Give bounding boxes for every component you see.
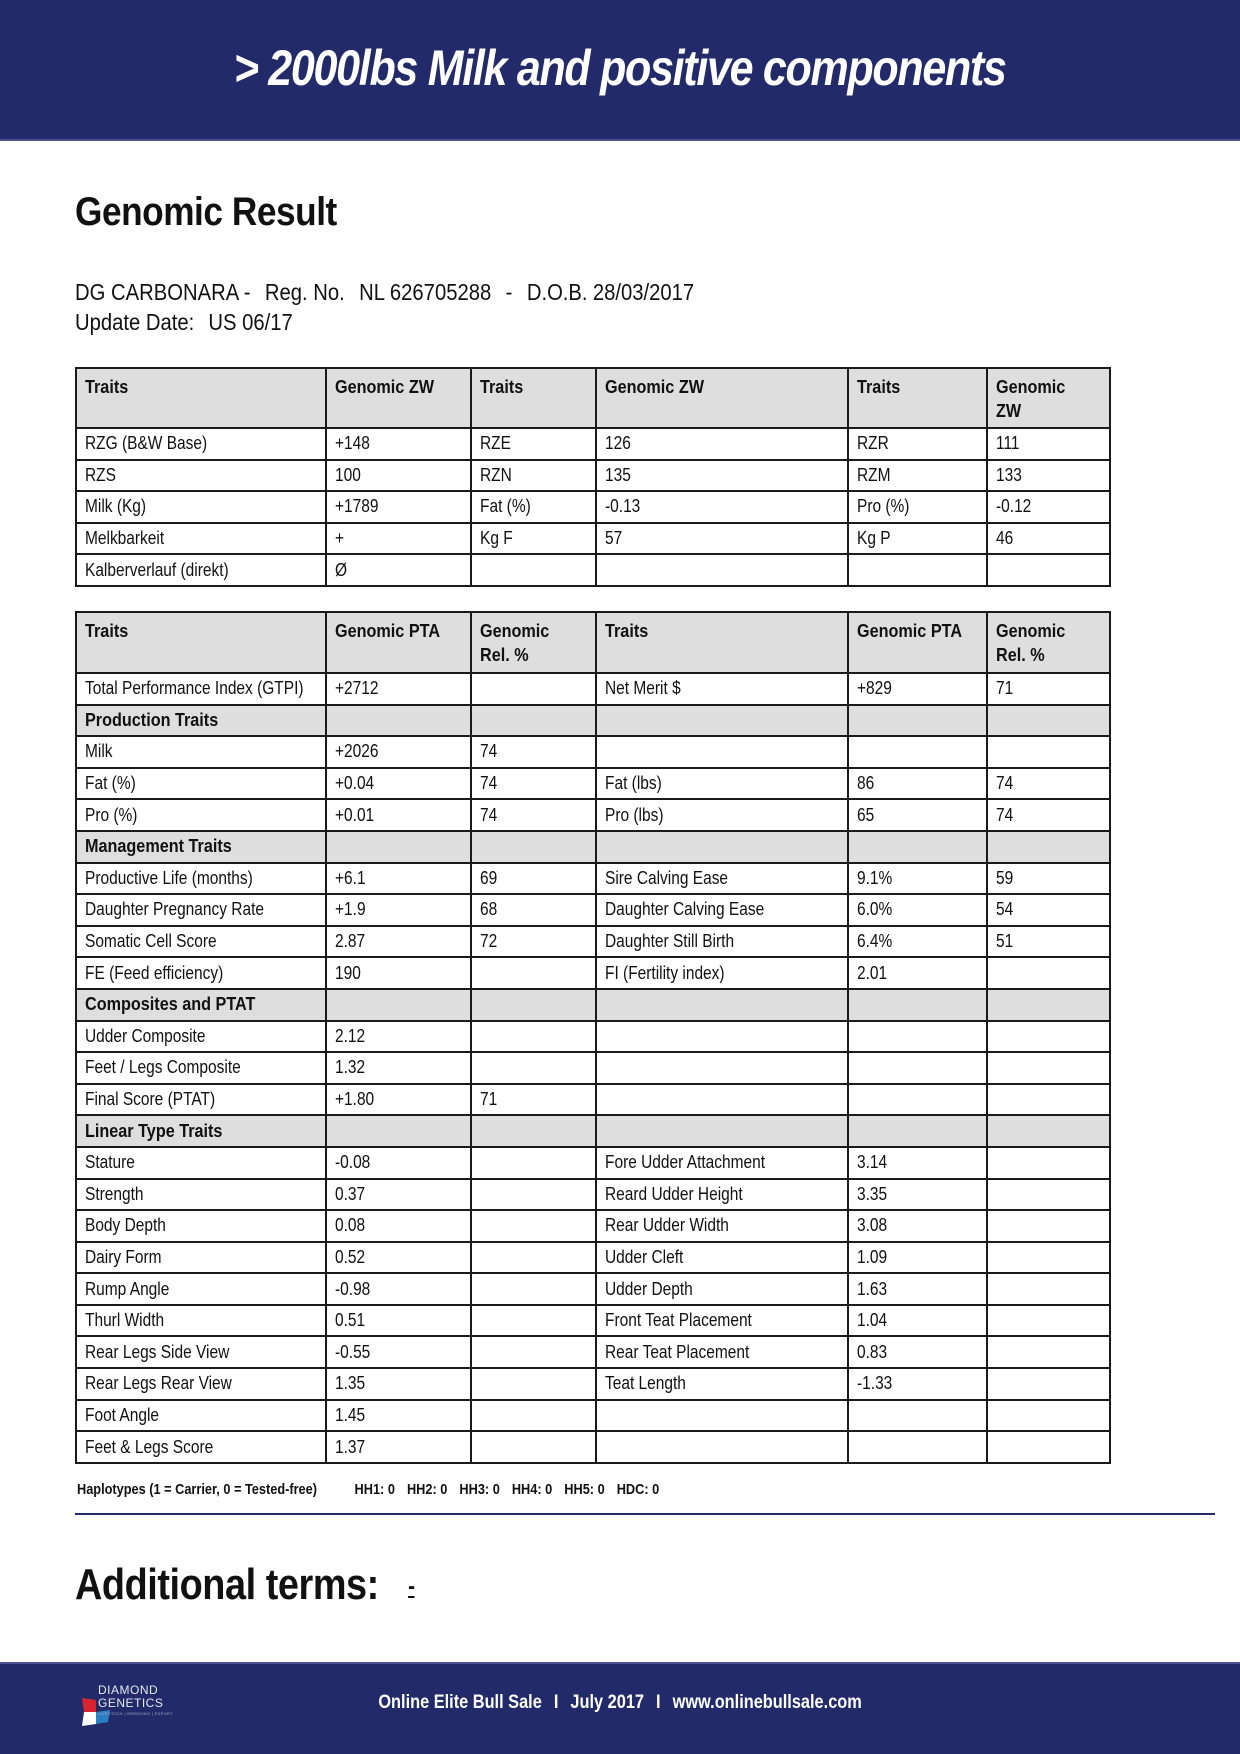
- column-header: Traits: [596, 612, 848, 673]
- haplotype-hh2: HH2: 0: [406, 1481, 448, 1498]
- table-row: [76, 460, 1110, 492]
- pta-value-cell: 1.32: [326, 1052, 471, 1084]
- table-row: [76, 1305, 1110, 1337]
- reliability-cell: [471, 1210, 596, 1242]
- additional-terms-value: -: [408, 1573, 415, 1601]
- reliability-cell: [987, 1021, 1110, 1053]
- trait-name-cell: [596, 1052, 848, 1084]
- animal-info-line: [75, 279, 703, 306]
- pta-value-cell: [848, 705, 987, 737]
- trait-name-cell: Udder Depth: [596, 1273, 848, 1305]
- reliability-cell: [987, 1147, 1110, 1179]
- haplotypes-label: Haplotypes (1 = Carrier, 0 = Tested-free): [77, 1481, 317, 1498]
- pta-value-cell: [848, 831, 987, 863]
- trait-name-cell: Thurl Width: [76, 1305, 326, 1337]
- column-header: Traits: [848, 368, 987, 428]
- trait-name-cell: Fat (lbs): [596, 768, 848, 800]
- reliability-cell: [987, 1052, 1110, 1084]
- trait-name-cell: Fore Udder Attachment: [596, 1147, 848, 1179]
- pta-value-cell: 9.1%: [848, 863, 987, 895]
- pta-value-cell: 1.35: [326, 1368, 471, 1400]
- genomic-pta-table: [75, 611, 1111, 1464]
- trait-value-cell: +: [326, 523, 471, 555]
- pta-value-cell: 0.52: [326, 1242, 471, 1274]
- reliability-cell: [471, 1242, 596, 1274]
- reliability-cell: [471, 989, 596, 1021]
- info-separator: -: [505, 279, 513, 305]
- table-row: [76, 957, 1110, 989]
- pta-value-cell: 3.35: [848, 1179, 987, 1211]
- trait-name-cell: RZG (B&W Base): [76, 428, 326, 460]
- footer-text: [0, 1692, 1240, 1714]
- table-row: [76, 1052, 1110, 1084]
- trait-name-cell: Melkbarkeit: [76, 523, 326, 555]
- trait-name-cell: [596, 1400, 848, 1432]
- footer-sale-name: Online Elite Bull Sale: [378, 1692, 542, 1713]
- trait-value-cell: -0.13: [596, 491, 848, 523]
- trait-value-cell: 100: [326, 460, 471, 492]
- dob-value: 28/03/2017: [592, 279, 695, 305]
- trait-name-cell: [596, 736, 848, 768]
- reliability-cell: 74: [987, 768, 1110, 800]
- pta-value-cell: +1.9: [326, 894, 471, 926]
- pta-value-cell: 1.37: [326, 1431, 471, 1463]
- table-row: [76, 1242, 1110, 1274]
- pta-value-cell: 65: [848, 799, 987, 831]
- pta-value-cell: [326, 1115, 471, 1147]
- reliability-cell: [471, 957, 596, 989]
- column-header: Genomic PTA: [326, 612, 471, 673]
- footer-separator: I: [553, 1692, 559, 1713]
- reliability-cell: [987, 1242, 1110, 1274]
- reliability-cell: [471, 1179, 596, 1211]
- table-row: [76, 1179, 1110, 1211]
- trait-name-cell: [596, 1084, 848, 1116]
- footer-separator: I: [655, 1692, 661, 1713]
- reliability-cell: [471, 831, 596, 863]
- reliability-cell: [987, 989, 1110, 1021]
- trait-name-cell: Dairy Form: [76, 1242, 326, 1274]
- trait-name-cell: Kg P: [848, 523, 987, 555]
- trait-name-cell: Stature: [76, 1147, 326, 1179]
- reliability-cell: [471, 1115, 596, 1147]
- pta-value-cell: 0.83: [848, 1336, 987, 1368]
- trait-name-cell: Productive Life (months): [76, 863, 326, 895]
- section-title-cell: Composites and PTAT: [76, 989, 326, 1021]
- table-row: [76, 1147, 1110, 1179]
- trait-value-cell: 57: [596, 523, 848, 555]
- section-header-row: [76, 989, 1110, 1021]
- pta-value-cell: -1.33: [848, 1368, 987, 1400]
- pta-value-cell: +2712: [326, 673, 471, 705]
- reliability-cell: [987, 705, 1110, 737]
- reg-label: Reg. No.: [264, 279, 345, 305]
- update-label: Update Date:: [75, 309, 195, 335]
- reliability-cell: 71: [471, 1084, 596, 1116]
- pta-value-cell: 2.87: [326, 926, 471, 958]
- trait-name-cell: Rear Legs Rear View: [76, 1368, 326, 1400]
- table-row: [76, 799, 1110, 831]
- logo-line-1: DIAMOND: [98, 1683, 159, 1697]
- dob-label: D.O.B.: [526, 279, 588, 305]
- update-date-line: [75, 309, 302, 336]
- pta-value-cell: 1.45: [326, 1400, 471, 1432]
- reliability-cell: [471, 1021, 596, 1053]
- pta-value-cell: +0.01: [326, 799, 471, 831]
- additional-terms: [75, 1560, 415, 1610]
- trait-name-cell: Udder Composite: [76, 1021, 326, 1053]
- pta-value-cell: [848, 1431, 987, 1463]
- banner-headline: > 2000lbs Milk and positive components: [234, 39, 1006, 96]
- reliability-cell: [471, 1368, 596, 1400]
- reliability-cell: 68: [471, 894, 596, 926]
- haplotype-hh4: HH4: 0: [511, 1481, 553, 1498]
- table-row: [76, 1431, 1110, 1463]
- trait-value-cell: +1789: [326, 491, 471, 523]
- trait-name-cell: Rear Legs Side View: [76, 1336, 326, 1368]
- trait-name-cell: Milk: [76, 736, 326, 768]
- pta-value-cell: 2.12: [326, 1021, 471, 1053]
- haplotype-hh3: HH3: 0: [459, 1481, 500, 1498]
- table-row: [76, 1273, 1110, 1305]
- pta-value-cell: [848, 1052, 987, 1084]
- trait-name-cell: Daughter Still Birth: [596, 926, 848, 958]
- trait-name-cell: Fat (%): [471, 491, 596, 523]
- trait-value-cell: -0.12: [987, 491, 1110, 523]
- section-header-row: [76, 1115, 1110, 1147]
- trait-name-cell: Somatic Cell Score: [76, 926, 326, 958]
- pta-value-cell: [326, 831, 471, 863]
- reliability-cell: [987, 1115, 1110, 1147]
- reliability-cell: 74: [471, 768, 596, 800]
- pta-value-cell: 2.01: [848, 957, 987, 989]
- trait-name-cell: Strength: [76, 1179, 326, 1211]
- table-row: [76, 926, 1110, 958]
- section-header-row: [76, 831, 1110, 863]
- haplotypes-line: [77, 1481, 668, 1498]
- section-header-row: [76, 705, 1110, 737]
- trait-name-cell: Rear Udder Width: [596, 1210, 848, 1242]
- table-row: [76, 1368, 1110, 1400]
- reg-number: NL 626705288: [359, 279, 492, 305]
- pta-value-cell: [848, 1084, 987, 1116]
- table-header-row: [76, 612, 1110, 673]
- additional-terms-label: Additional terms:: [75, 1560, 379, 1609]
- trait-name-cell: [596, 1021, 848, 1053]
- pta-value-cell: [848, 989, 987, 1021]
- table-row: [76, 768, 1110, 800]
- trait-name-cell: Sire Calving Ease: [596, 863, 848, 895]
- section-divider: [75, 1513, 1215, 1515]
- pta-value-cell: -0.55: [326, 1336, 471, 1368]
- trait-name-cell: Kalberverlauf (direkt): [76, 554, 326, 586]
- trait-name-cell: Daughter Calving Ease: [596, 894, 848, 926]
- reliability-cell: 74: [987, 799, 1110, 831]
- table-row: [76, 673, 1110, 705]
- trait-name-cell: Feet / Legs Composite: [76, 1052, 326, 1084]
- trait-name-cell: RZE: [471, 428, 596, 460]
- reliability-cell: 54: [987, 894, 1110, 926]
- reliability-cell: [471, 1336, 596, 1368]
- pta-value-cell: +829: [848, 673, 987, 705]
- pta-value-cell: 0.51: [326, 1305, 471, 1337]
- trait-value-cell: +148: [326, 428, 471, 460]
- table-header-row: [76, 368, 1110, 428]
- trait-name-cell: [848, 554, 987, 586]
- table-row: [76, 491, 1110, 523]
- trait-name-cell: [596, 831, 848, 863]
- pta-value-cell: +6.1: [326, 863, 471, 895]
- reliability-cell: [471, 1273, 596, 1305]
- trait-value-cell: [987, 554, 1110, 586]
- trait-name-cell: Foot Angle: [76, 1400, 326, 1432]
- reliability-cell: 51: [987, 926, 1110, 958]
- reliability-cell: 74: [471, 736, 596, 768]
- trait-name-cell: Front Teat Placement: [596, 1305, 848, 1337]
- footer-banner: [0, 1662, 1240, 1754]
- update-value: US 06/17: [208, 309, 293, 335]
- reliability-cell: [471, 1400, 596, 1432]
- reliability-cell: [987, 1084, 1110, 1116]
- trait-name-cell: Pro (lbs): [596, 799, 848, 831]
- pta-value-cell: 1.04: [848, 1305, 987, 1337]
- trait-name-cell: Milk (Kg): [76, 491, 326, 523]
- trait-name-cell: RZS: [76, 460, 326, 492]
- column-header: Genomic Rel. %: [471, 612, 596, 673]
- pta-value-cell: -0.98: [326, 1273, 471, 1305]
- column-header: Genomic PTA: [848, 612, 987, 673]
- pta-value-cell: 3.14: [848, 1147, 987, 1179]
- column-header: Genomic Rel. %: [987, 612, 1110, 673]
- reliability-cell: 71: [987, 673, 1110, 705]
- trait-name-cell: RZR: [848, 428, 987, 460]
- trait-name-cell: RZM: [848, 460, 987, 492]
- table-row: [76, 1400, 1110, 1432]
- trait-name-cell: FE (Feed efficiency): [76, 957, 326, 989]
- genomic-zw-table: [75, 367, 1111, 587]
- pta-value-cell: [326, 705, 471, 737]
- table-row: [76, 1210, 1110, 1242]
- reliability-cell: 74: [471, 799, 596, 831]
- trait-name-cell: Rear Teat Placement: [596, 1336, 848, 1368]
- trait-name-cell: Udder Cleft: [596, 1242, 848, 1274]
- trait-name-cell: [596, 705, 848, 737]
- haplotype-hdc: HDC: 0: [616, 1481, 660, 1498]
- pta-value-cell: [848, 1400, 987, 1432]
- pta-value-cell: 6.0%: [848, 894, 987, 926]
- trait-value-cell: 133: [987, 460, 1110, 492]
- column-header: Genomic ZW: [987, 368, 1110, 428]
- trait-name-cell: Daughter Pregnancy Rate: [76, 894, 326, 926]
- trait-name-cell: Total Performance Index (GTPI): [76, 673, 326, 705]
- trait-name-cell: [471, 554, 596, 586]
- column-header: Genomic ZW: [596, 368, 848, 428]
- section-title-cell: Linear Type Traits: [76, 1115, 326, 1147]
- trait-name-cell: Teat Length: [596, 1368, 848, 1400]
- haplotype-hh1: HH1: 0: [354, 1481, 395, 1498]
- reliability-cell: [471, 1147, 596, 1179]
- pta-value-cell: +0.04: [326, 768, 471, 800]
- trait-name-cell: Net Merit $: [596, 673, 848, 705]
- reliability-cell: [471, 1052, 596, 1084]
- pta-value-cell: 1.63: [848, 1273, 987, 1305]
- reliability-cell: [987, 1336, 1110, 1368]
- pta-value-cell: 1.09: [848, 1242, 987, 1274]
- reliability-cell: [987, 957, 1110, 989]
- pta-value-cell: +2026: [326, 736, 471, 768]
- reliability-cell: [987, 831, 1110, 863]
- trait-name-cell: [596, 1115, 848, 1147]
- pta-value-cell: [848, 1115, 987, 1147]
- logo-line-2: GENETICS: [98, 1696, 164, 1710]
- trait-name-cell: Final Score (PTAT): [76, 1084, 326, 1116]
- trait-name-cell: Fat (%): [76, 768, 326, 800]
- reliability-cell: [987, 1368, 1110, 1400]
- reliability-cell: [987, 736, 1110, 768]
- table-row: [76, 1084, 1110, 1116]
- pta-value-cell: [848, 1021, 987, 1053]
- reliability-cell: [987, 1305, 1110, 1337]
- footer-website[interactable]: www.onlinebullsale.com: [672, 1692, 862, 1713]
- reliability-cell: 69: [471, 863, 596, 895]
- table-row: [76, 863, 1110, 895]
- trait-value-cell: [596, 554, 848, 586]
- pta-value-cell: 3.08: [848, 1210, 987, 1242]
- table-row: [76, 554, 1110, 586]
- trait-name-cell: Reard Udder Height: [596, 1179, 848, 1211]
- footer-date: July 2017: [570, 1692, 644, 1713]
- pta-value-cell: 0.08: [326, 1210, 471, 1242]
- reliability-cell: [987, 1400, 1110, 1432]
- trait-value-cell: 135: [596, 460, 848, 492]
- table-row: [76, 428, 1110, 460]
- pta-value-cell: 190: [326, 957, 471, 989]
- table-row: [76, 736, 1110, 768]
- pta-value-cell: 6.4%: [848, 926, 987, 958]
- trait-name-cell: Kg F: [471, 523, 596, 555]
- haplotype-hh5: HH5: 0: [564, 1481, 605, 1498]
- column-header: Traits: [76, 368, 326, 428]
- reliability-cell: [471, 673, 596, 705]
- reliability-cell: [987, 1210, 1110, 1242]
- trait-name-cell: Body Depth: [76, 1210, 326, 1242]
- pta-value-cell: 0.37: [326, 1179, 471, 1211]
- table-row: [76, 1021, 1110, 1053]
- trait-name-cell: FI (Fertility index): [596, 957, 848, 989]
- trait-value-cell: 111: [987, 428, 1110, 460]
- pta-value-cell: [848, 736, 987, 768]
- reliability-cell: [471, 705, 596, 737]
- trait-name-cell: Rump Angle: [76, 1273, 326, 1305]
- reliability-cell: [987, 1431, 1110, 1463]
- reliability-cell: [471, 1431, 596, 1463]
- pta-value-cell: -0.08: [326, 1147, 471, 1179]
- section-title-cell: Production Traits: [76, 705, 326, 737]
- pta-value-cell: +1.80: [326, 1084, 471, 1116]
- table-row: [76, 1336, 1110, 1368]
- column-header: Traits: [471, 368, 596, 428]
- trait-name-cell: [596, 989, 848, 1021]
- trait-value-cell: 46: [987, 523, 1110, 555]
- reliability-cell: 59: [987, 863, 1110, 895]
- reliability-cell: [987, 1179, 1110, 1211]
- trait-name-cell: Pro (%): [76, 799, 326, 831]
- column-header: Traits: [76, 612, 326, 673]
- reliability-cell: [987, 1273, 1110, 1305]
- logo-tagline: LIVESTOCK | BREEDING | EXPORT: [98, 1711, 173, 1716]
- trait-value-cell: Ø: [326, 554, 471, 586]
- haplotypes-values: [355, 1481, 668, 1498]
- pta-value-cell: [326, 989, 471, 1021]
- header-banner: [0, 0, 1240, 141]
- trait-name-cell: Pro (%): [848, 491, 987, 523]
- page-title: Genomic Result: [75, 190, 337, 234]
- reliability-cell: 72: [471, 926, 596, 958]
- animal-name: DG CARBONARA -: [75, 279, 251, 305]
- table-row: [76, 523, 1110, 555]
- reliability-cell: [471, 1305, 596, 1337]
- table-row: [76, 894, 1110, 926]
- trait-name-cell: Feet & Legs Score: [76, 1431, 326, 1463]
- trait-name-cell: [596, 1431, 848, 1463]
- section-title-cell: Management Traits: [76, 831, 326, 863]
- column-header: Genomic ZW: [326, 368, 471, 428]
- trait-name-cell: RZN: [471, 460, 596, 492]
- pta-value-cell: 86: [848, 768, 987, 800]
- trait-value-cell: 126: [596, 428, 848, 460]
